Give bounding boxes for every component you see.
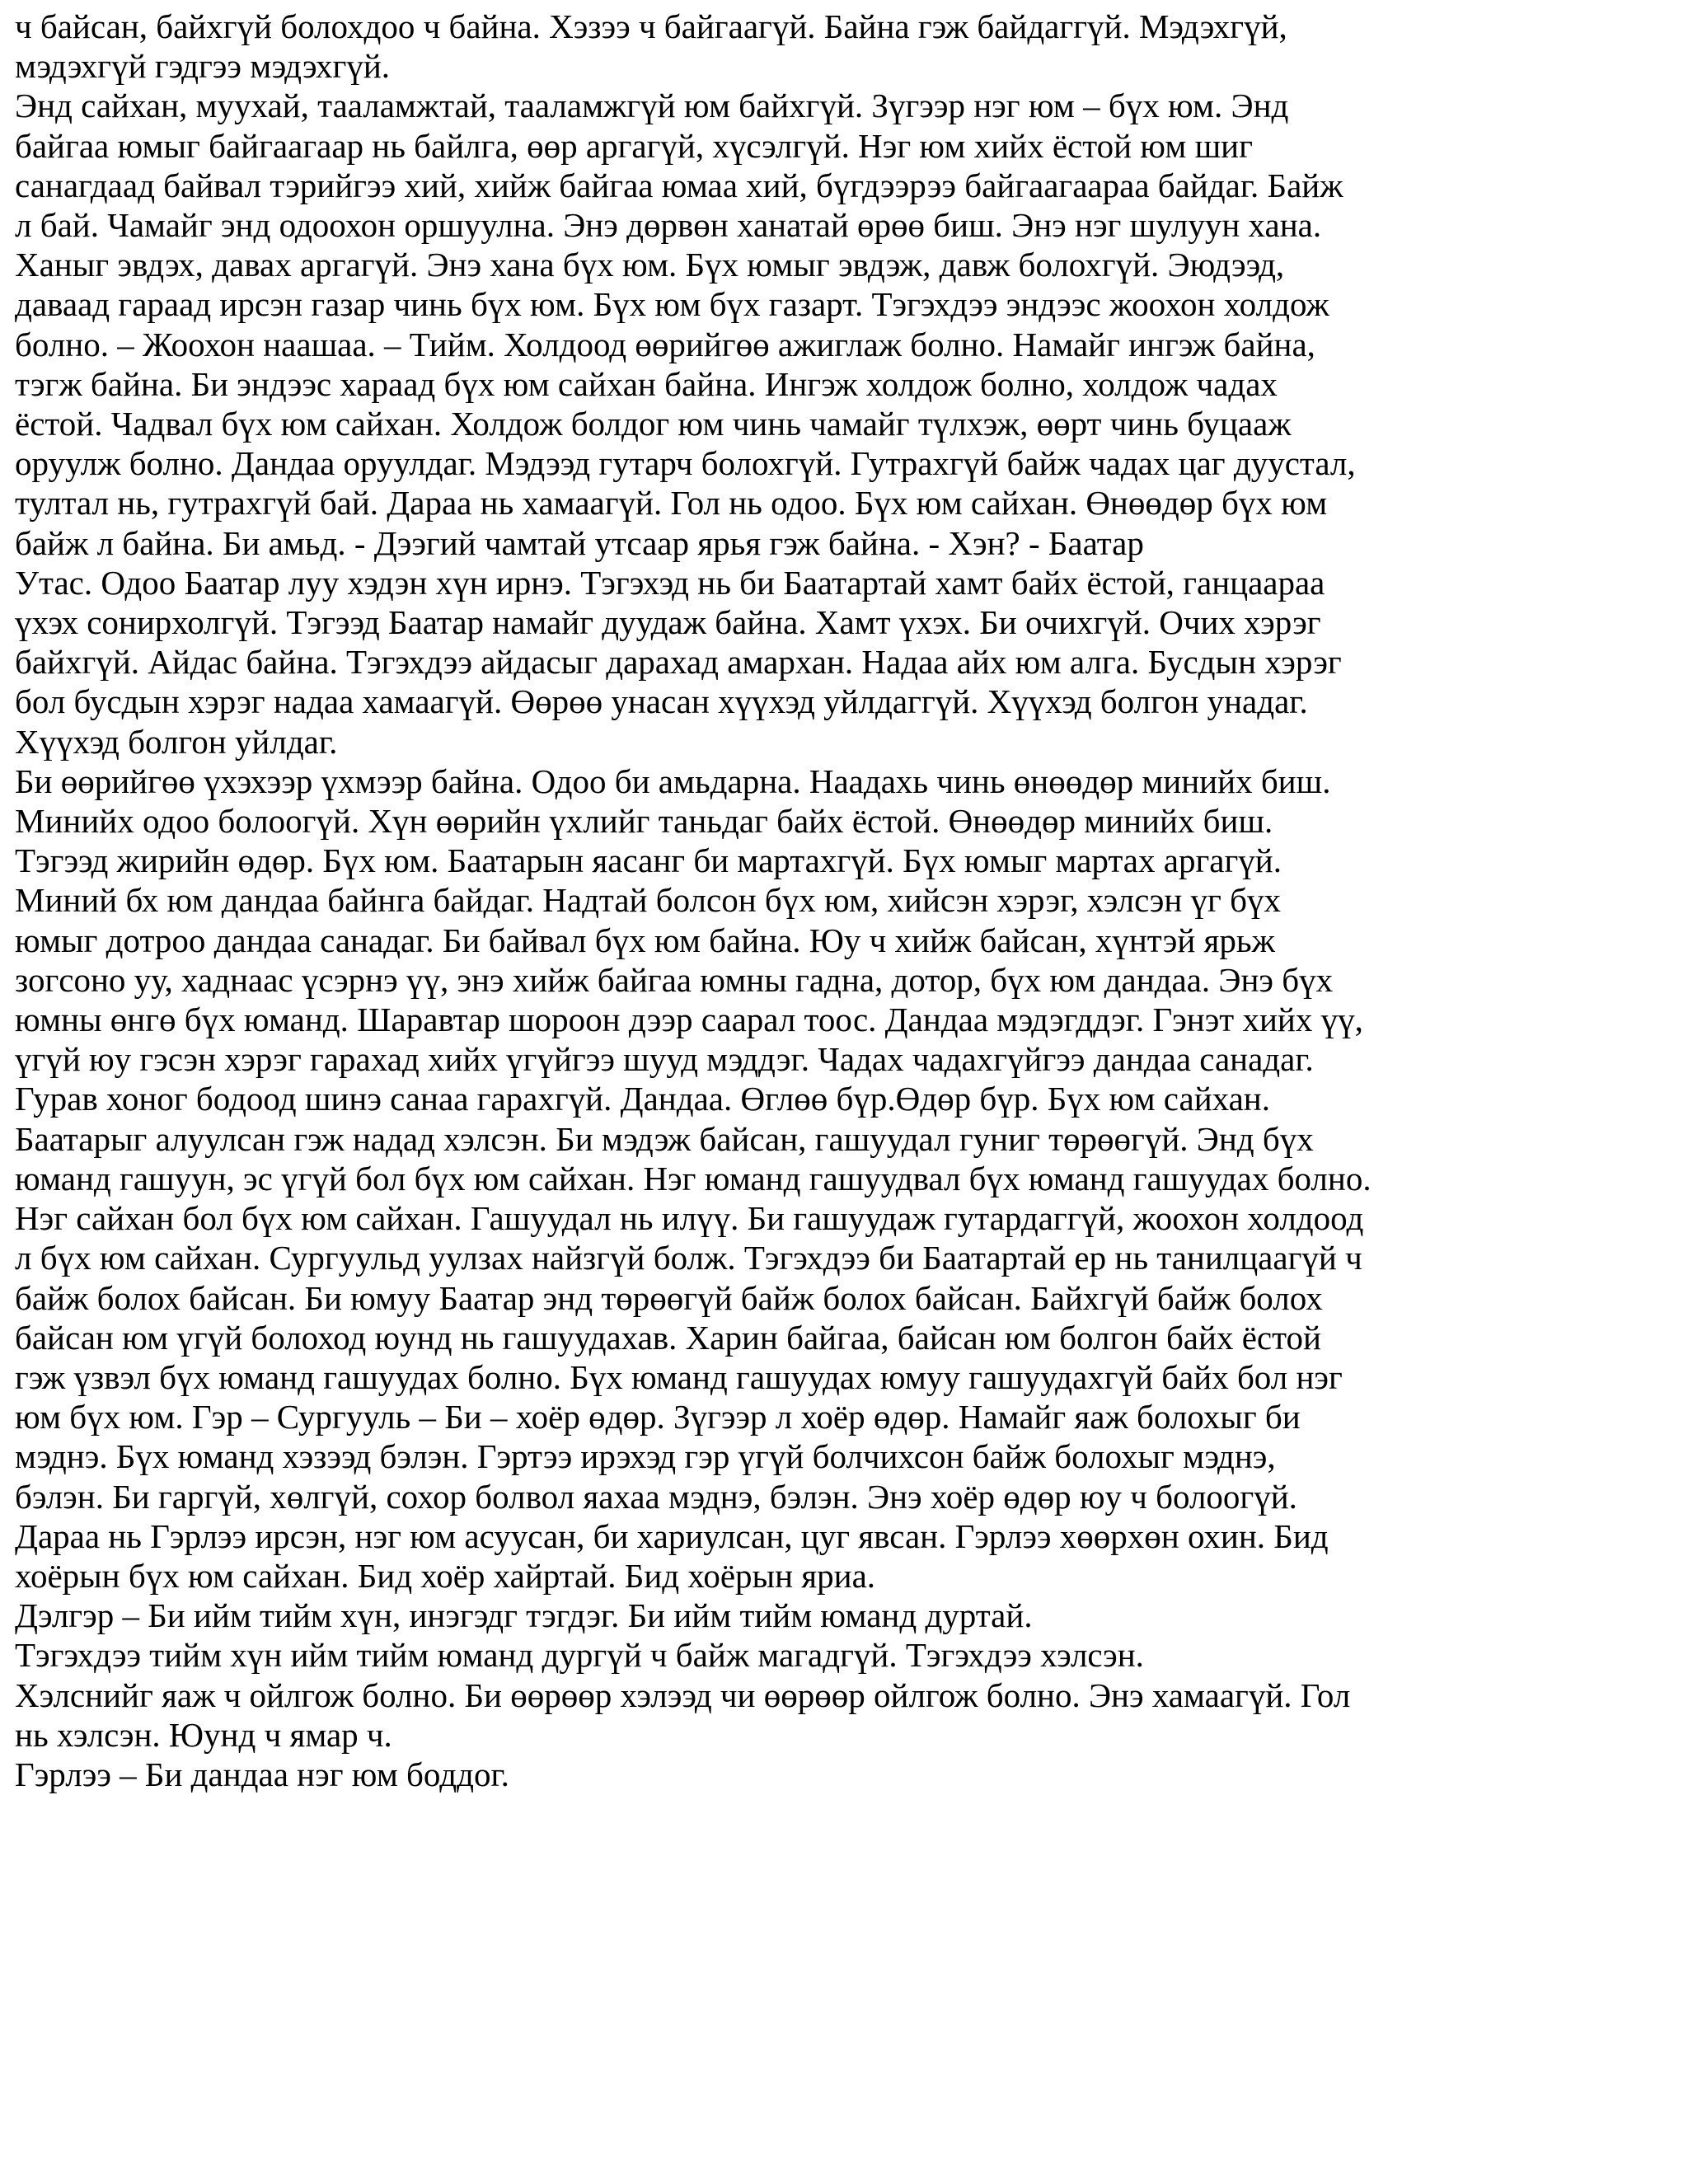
paragraph: Тэгэхдээ тийм хүн ийм тийм юманд дургүй ч байж магадгүй. Тэгэхдээ хэлсэн. (15, 1636, 1144, 1675)
paragraph: Дэлгэр – Би ийм тийм хүн, инэгэдг тэгдэг. Би ийм тийм юманд дуртай. (15, 1596, 1033, 1635)
paragraph: Энд сайхан, муухай, тааламжтай, тааламжгүй юм байхгүй. Зүгээр нэг юм – бүх юм. Энд байгаа юмыг байгаагаар нь байлга, өөр аргагүй, хүсэлгүй. Нэг юм хийх ёстой юм шиг санагдаад байвал тэрийгээ хий, хийж байгаа юмаа хий, бүгдээрээ байгаагаараа байдаг. Байж л бай. Чамайг энд одоохон оршуулна. Энэ дөрвөн ханатай өрөө биш. Энэ нэг шулуун хана. Ханыг эвдэх, давах аргагүй. Энэ хана бүх юм. Бүх юмыг эвдэж, давж болохгүй. Эюдээд, даваад гараад ирсэн газар чинь бүх юм. Бүх юм бүх газарт. Тэгэхдээ эндээс жоохон холдож болно. – Жоохон наашаа. – Тийм. Холдоод өөрийгөө ажиглаж болно. Намайг ингэж байна, тэгж байна. Би эндээс хараад бүх юм сайхан байна. Ингэж холдож болно, холдож чадах ёстой. Чадвал бүх юм сайхан. Холдож болдог юм чинь чамайг түлхэж, өөрт чинь буцааж оруулж болно. Дандаа оруулдаг. Мэдээд гутарч болохгүй. Гутрахгүй байж чадах цаг дуустал, тултал нь, гутрахгүй бай. Дараа нь хамаагүй. Гол нь одоо. Бүх юм сайхан. Өнөөдөр бүх юм байж л байна. Би амьд. - Дээгий чамтай утсаар ярья гэж байна. - Хэн? - Баатар Утас. Одоо Баатар луу хэдэн хүн ирнэ. Тэгэхэд нь би Баатартай хамт байх ёстой, ганцаараа үхэх сонирхолгүй. Тэгээд Баатар намайг дуудаж байна. Хамт үхэх. Би очихгүй. Очих хэрэг байхгүй. Айдас байна. Тэгэхдээ айдасыг дарахад амархан. Надаа айх юм алга. Бусдын хэрэг бол бусдын хэрэг надаа хамаагүй. Өөрөө унасан хүүхэд уйлдаггүй. Хүүхэд болгон унадаг. Хүүхэд болгон уйлдаг. (15, 87, 1356, 761)
paragraph: Би өөрийгөө үхэхээр үхмээр байна. Одоо би амьдарна. Наадахь чинь өнөөдөр минийх биш. Минийх одоо болоогүй. Хүн өөрийн үхлийг таньдаг байх ёстой. Өнөөдөр минийх биш. Тэгээд жирийн өдөр. Бүх юм. Баатарын яасанг би мартахгүй. Бүх юмыг мартах аргагүй. Миний бх юм дандаа байнга байдаг. Надтай болсон бүх юм, хийсэн хэрэг, хэлсэн үг бүх юмыг дотроо дандаа санадаг. Би байвал бүх юм байна. Юу ч хийж байсан, хүнтэй ярьж зогсоно уу, хаднаас үсэрнэ үү, энэ хийж байгаа юмны гадна, дотор, бүх юм дандаа. Энэ бүх юмны өнгө бүх юманд. Шаравтар шороон дээр саарал тоос. Дандаа мэдэгддэг. Гэнэт хийх үү, үгүй юу гэсэн хэрэг гарахад хийх үгүйгээ шууд мэддэг. Чадах чадахгүйгээ дандаа санадаг. Гурав хоног бодоод шинэ санаа гарахгүй. Дандаа. Өглөө бүр.Өдөр бүр. Бүх юм сайхан. Баатарыг алуулсан гэж надад хэлсэн. Би мэдэж байсан, гашуудал гуниг төрөөгүй. Энд бүх юманд гашуун, эс үгүй бол бүх юм сайхан. Нэг юманд гашуудвал бүх юманд гашуудах болно. Нэг сайхан бол бүх юм сайхан. Гашуудал нь илүү. Би гашуудаж гутардаггүй, жоохон холдоод л бүх юм сайхан. Сургуульд уулзах найзгүй болж. Тэгэхдээ би Баатартай ер нь танилцаагүй ч байж болох байсан. Би юмуу Баатар энд төрөөгүй байж болох байсан. Байхгүй байж болох байсан юм үгүй болоход юунд нь гашуудахав. Харин байгаа, байсан юм болгон байх ёстой гэж үзвэл бүх юманд гашуудах болно. Бүх юманд гашуудах юмуу гашуудахгүй байх бол нэг юм бүх юм. Гэр – Сургууль – Би – хоёр өдөр. Зүгээр л хоёр өдөр. Намайг яаж болохыг би мэднэ. Бүх юманд хэзээд бэлэн. Гэртээ ирэхэд гэр үгүй болчихсон байж болохыг мэднэ, бэлэн. Би гаргүй, хөлгүй, сохор болвол яахаа мэднэ, бэлэн. Энэ хоёр өдөр юу ч болоогүй. Дараа нь Гэрлээ ирсэн, нэг юм асуусан, би хариулсан, цуг явсан. Гэрлээ хөөрхөн охин. Бид хоёрын бүх юм сайхан. Бид хоёр хайртай. Бид хоёрын яриа. (15, 762, 1372, 1595)
paragraph: Гэрлээ – Би дандаа нэг юм боддог. (15, 1755, 509, 1793)
paragraph: Хэлснийг яаж ч ойлгож болно. Би өөрөөр хэлээд чи өөрөөр ойлгож болно. Энэ хамаагүй. Гол нь хэлсэн. Юунд ч ямар ч. (15, 1675, 1351, 1754)
document-page (15, 7, 1655, 1794)
paragraph: ч байсан, байхгүй болохдоо ч байна. Хэзээ ч байгаагүй. Байна гэж байдаггүй. Мэдэхгүй, мэдэхгүй гэдгээ мэдэхгүй. (15, 7, 1287, 86)
